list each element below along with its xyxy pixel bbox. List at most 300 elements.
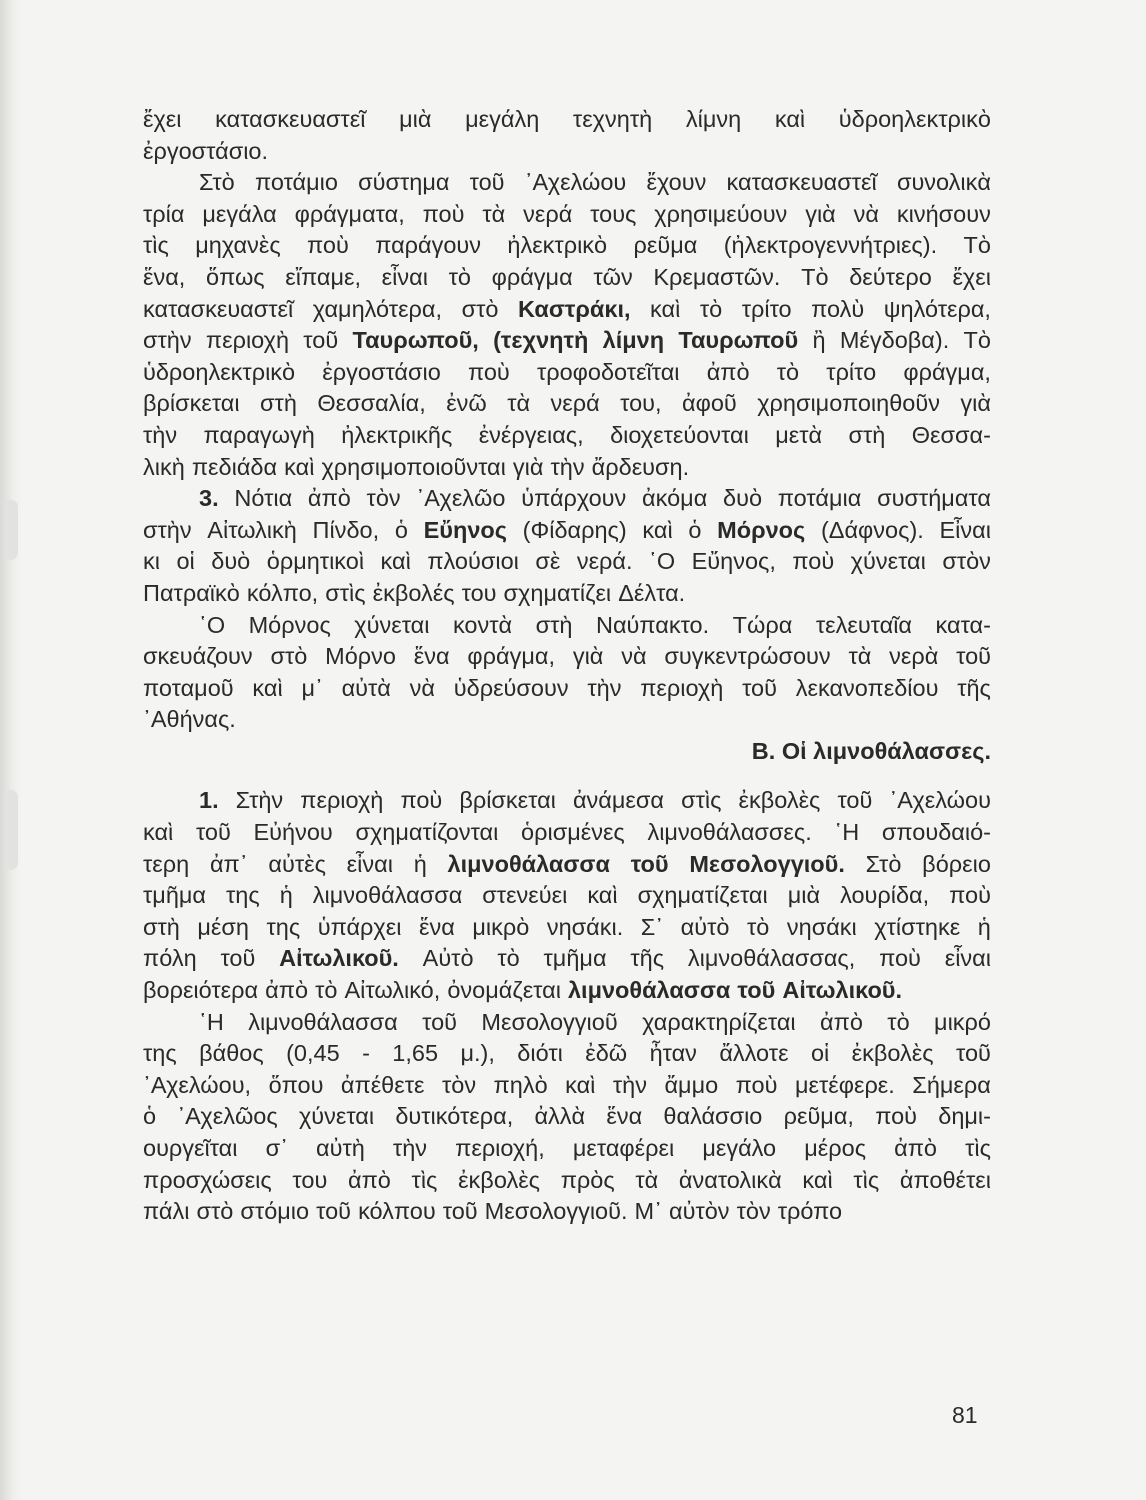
word: ἀλλὰ xyxy=(534,1103,586,1130)
word: χαμηλότερα, xyxy=(312,295,443,322)
word: σὲ xyxy=(535,548,561,575)
word: ἀπὸ xyxy=(894,1135,937,1161)
word: ἀνατολικὰ xyxy=(678,1166,782,1193)
word: εἶναι xyxy=(944,945,991,972)
word: ἀποθέτει xyxy=(899,1166,991,1193)
word: στὸ xyxy=(270,643,308,670)
word: καὶ xyxy=(642,516,673,543)
word: τρόπο xyxy=(777,1198,843,1225)
word: - xyxy=(362,1040,370,1067)
text-line xyxy=(143,357,991,389)
text-line xyxy=(143,610,991,642)
word: τὸ xyxy=(448,263,471,290)
text-line xyxy=(143,1196,991,1228)
word: διοχετεύονται xyxy=(610,421,749,448)
word: τὴν xyxy=(143,421,178,448)
word: ὑπάρχει xyxy=(317,913,402,940)
text-line xyxy=(143,230,991,262)
word: αὐτὰ xyxy=(341,674,391,701)
word: τοῦ xyxy=(195,819,231,846)
word: (τεχνητὴ xyxy=(493,327,589,354)
word: ἐκβολές xyxy=(372,579,455,606)
text-line xyxy=(143,849,991,881)
word: ποὺ xyxy=(307,232,349,259)
word: ἀπὸ xyxy=(706,358,750,385)
word: Αὐτὸ xyxy=(422,945,474,972)
word: ποτάμια xyxy=(777,485,862,512)
word: Ναύπακτο. xyxy=(595,611,710,638)
text-line xyxy=(143,1101,991,1133)
word: Εὔηνος xyxy=(423,516,507,543)
word: στὴ xyxy=(535,611,573,638)
word: Τώρα xyxy=(732,611,793,638)
word: κινήσουν xyxy=(896,200,991,227)
word: χρησιμεύουν xyxy=(654,200,788,227)
word: στὴν xyxy=(143,516,192,543)
text-line xyxy=(143,1133,991,1165)
text-line xyxy=(143,912,991,944)
word: εἶναι xyxy=(346,850,393,877)
word: ρεῦμα xyxy=(633,232,698,259)
word: τὸν xyxy=(366,485,401,512)
word: ὁ xyxy=(394,516,408,543)
word: δημι- xyxy=(938,1103,991,1130)
word: γιὰ xyxy=(512,453,544,480)
word: τελευταῖα xyxy=(815,611,913,638)
word: στὴ xyxy=(143,913,180,940)
word: αὐτὴ xyxy=(316,1135,365,1161)
word: πλούσιοι xyxy=(427,548,519,575)
word: στὴ xyxy=(260,390,297,417)
word: ἢ xyxy=(812,327,826,354)
word: τοῦ xyxy=(956,643,991,670)
word: ἐκβολὲς xyxy=(738,787,821,814)
word: Κρεμαστῶν. xyxy=(653,263,781,290)
word: οἱ xyxy=(176,548,195,575)
word: ἄμμο xyxy=(664,1071,719,1098)
word: ἐνέργειας, xyxy=(478,421,584,448)
word: ποτάμιο xyxy=(254,169,338,196)
word: γιὰ xyxy=(572,643,604,670)
word: ἡ xyxy=(977,913,991,940)
word: φράγματα, xyxy=(294,200,405,227)
word: (Φίδαρης) xyxy=(522,516,627,543)
word: μετέφερε. xyxy=(794,1071,895,1098)
word: τὰ xyxy=(635,1166,659,1193)
word: στόμιο xyxy=(240,1198,310,1225)
word: κατασκευαστεῖ xyxy=(215,106,366,132)
word: ἡ xyxy=(413,850,427,877)
word: στὶς xyxy=(325,579,366,606)
word: Δέλτα. xyxy=(618,579,686,606)
word: τὸ xyxy=(746,913,770,940)
word: τεχνητὴ xyxy=(572,106,653,132)
word: διότι xyxy=(517,1040,563,1067)
word: (Δάφνος). xyxy=(820,516,924,543)
text-line xyxy=(143,1007,991,1039)
word: λικὴ xyxy=(143,453,185,480)
word: βάθος xyxy=(199,1040,264,1067)
word: συνολικὰ xyxy=(896,169,991,196)
word: ἠλεκτρικὸ xyxy=(507,232,608,259)
word: πόλη xyxy=(143,945,197,972)
word: πρὸς xyxy=(560,1166,615,1193)
word: Θεσσαλία, xyxy=(317,390,426,417)
text-line xyxy=(143,452,991,484)
word: τὴν xyxy=(612,1071,647,1098)
word: πάλι xyxy=(143,1198,190,1225)
binding-mark xyxy=(4,500,18,560)
word: τοῦ xyxy=(837,787,873,814)
word: στὸ xyxy=(196,1198,234,1225)
word: κόλπο, xyxy=(246,579,319,606)
word: τῶν xyxy=(593,263,633,290)
word: τῆς xyxy=(630,945,665,972)
word: τὰ xyxy=(848,643,872,670)
word: γιὰ xyxy=(960,390,991,417)
word: ποὺ xyxy=(792,548,835,575)
word: τοῦ xyxy=(956,1040,991,1067)
word: 3. xyxy=(199,485,219,512)
word: χτίστηκε xyxy=(874,913,961,940)
word: τὶς xyxy=(411,1166,438,1193)
word: τὴν xyxy=(587,674,622,701)
word: ῾Ο xyxy=(199,611,226,638)
word: τοῦ xyxy=(469,169,505,196)
word: βρίσκεται xyxy=(459,787,556,814)
text-line xyxy=(143,817,991,849)
word: Μεσολογγιοῦ. xyxy=(484,1198,628,1225)
word: τοῦ xyxy=(316,1198,352,1225)
word: αὐτὲς xyxy=(268,850,326,877)
word: κατα- xyxy=(935,611,991,638)
word: τὸ xyxy=(497,945,520,972)
word: πολὺ xyxy=(811,295,865,322)
word: τὴν xyxy=(550,453,585,480)
word: στὸν xyxy=(942,548,991,575)
word: νὰ xyxy=(409,674,435,701)
word: Καστράκι, xyxy=(517,295,631,322)
word: μεγάλη xyxy=(465,106,540,132)
word: σχηματίζεται xyxy=(637,882,768,909)
word: ὅπως xyxy=(206,263,265,290)
word: μεταφέρει xyxy=(572,1135,675,1161)
word: τὰ xyxy=(507,390,531,417)
word: τὸν xyxy=(736,1198,771,1225)
word: μεγάλα xyxy=(202,200,277,227)
word: λιμνοθάλασσα xyxy=(567,977,731,1004)
word: παράγουν xyxy=(375,232,482,259)
word: περιοχὴ xyxy=(205,327,290,354)
word: Εὐήνου xyxy=(253,819,333,846)
word: ᾿Αθήνας. xyxy=(143,706,236,733)
word: τοῦ xyxy=(422,1008,458,1035)
word: βορειότερα xyxy=(143,977,259,1004)
word: ὑδρεύσουν xyxy=(453,674,569,701)
word: μιὰ xyxy=(787,882,821,909)
word: του, xyxy=(620,390,662,417)
text-line xyxy=(143,483,991,515)
word: Τὸ xyxy=(801,263,829,290)
word: ἀπ᾿ xyxy=(209,850,248,877)
text-line xyxy=(143,167,991,199)
word: νὰ xyxy=(853,200,879,227)
word: εἶναι xyxy=(381,263,428,290)
text-line xyxy=(143,1165,991,1197)
text-line xyxy=(143,578,991,610)
word: τρίτο xyxy=(826,358,877,385)
word: περιοχὴ xyxy=(300,787,384,814)
word: ἕνα, xyxy=(143,263,186,290)
word: δυὸ xyxy=(211,548,251,575)
word: ᾿Αχελῶο xyxy=(416,485,506,512)
word: θαλάσσιο xyxy=(663,1103,763,1130)
word: καὶ xyxy=(802,1166,833,1193)
word: νερὰ xyxy=(889,643,939,670)
word: τροφοδοτεῖται xyxy=(536,358,680,385)
word: ποταμοῦ xyxy=(143,674,234,701)
word: ἀπὸ xyxy=(347,1166,391,1193)
word: συστήματα xyxy=(877,485,991,512)
word: τρία xyxy=(143,200,185,227)
word: τὸν xyxy=(441,1071,477,1098)
text-line xyxy=(143,104,991,136)
word: ἕνα xyxy=(606,1103,643,1130)
word: ποὺ xyxy=(879,945,921,972)
word: χρησιμοποιοῦνται xyxy=(321,453,506,480)
word: ὁρμητικοὶ xyxy=(266,548,365,575)
word: του xyxy=(292,1166,328,1193)
word: ὑδροηλεκτρικὸ xyxy=(838,106,991,132)
text-line xyxy=(143,1070,991,1102)
word: σκευάζουν xyxy=(143,643,253,670)
word: Μόρνο xyxy=(325,643,396,670)
word: ἕνα xyxy=(413,643,450,670)
word: (ἠλεκτρογεννήτριες). xyxy=(723,232,938,259)
section-heading xyxy=(143,736,991,768)
word: κόλπου xyxy=(358,1198,436,1225)
word: ῾Η xyxy=(834,819,860,846)
word: ᾿Αχελώου, xyxy=(143,1071,252,1098)
word: προσχώσεις xyxy=(143,1166,272,1193)
word: Εἶναι xyxy=(939,516,991,543)
word: ἐκβολὲς xyxy=(851,1040,934,1067)
word: τοῦ xyxy=(442,1198,478,1225)
text-line xyxy=(143,262,991,294)
word: μ᾿ xyxy=(301,674,323,701)
word: τὰ xyxy=(482,200,506,227)
text-line xyxy=(143,546,991,578)
word: σχηματίζει xyxy=(503,579,612,606)
word: Στὴν xyxy=(235,787,284,814)
word: τους xyxy=(590,200,637,227)
word: ἀφοῦ xyxy=(682,390,737,417)
word: ουργεῖται xyxy=(143,1135,238,1161)
text-line xyxy=(143,388,991,420)
word: Μεσολογγιοῦ xyxy=(481,1008,618,1035)
word: ᾿Αχελώου xyxy=(524,169,627,196)
word: ὑδροηλεκτρικὸ xyxy=(143,358,296,385)
word: πηλὸ xyxy=(493,1071,548,1098)
word: 1. xyxy=(199,787,219,814)
word: μηχανὲς xyxy=(195,232,281,259)
word: κατασκευαστεῖ xyxy=(143,295,294,322)
word: τὸ xyxy=(315,977,338,1004)
word: λιμνοθάλασσα xyxy=(312,882,463,909)
word: φράγμα xyxy=(491,263,573,290)
word: σ᾿ xyxy=(265,1135,288,1161)
word: ἀπέθετε xyxy=(340,1071,425,1098)
word: ἦταν xyxy=(649,1040,697,1067)
word: της xyxy=(226,882,260,909)
word: ἕνα xyxy=(418,913,455,940)
word: ἀκόμα xyxy=(642,485,708,512)
text-line xyxy=(143,199,991,231)
word: Αἰτωλικό, xyxy=(344,977,441,1004)
word: μετὰ xyxy=(775,421,823,448)
word: χρησιμοποιηθοῦν xyxy=(757,390,940,417)
word: ρεῦμα, xyxy=(783,1103,854,1130)
word: Μόρνος xyxy=(248,611,331,638)
word: ἐργοστάσιο xyxy=(322,358,441,385)
word: λεκανοπεδίου xyxy=(795,674,939,701)
word: τὸ xyxy=(699,295,723,322)
word: κοντὰ xyxy=(452,611,513,638)
word: τοῦ xyxy=(742,674,777,701)
word: στὸ xyxy=(461,295,499,322)
word: παραγωγὴ xyxy=(203,421,315,448)
text-line xyxy=(143,136,991,168)
word: της xyxy=(266,913,301,940)
word: τρίτο xyxy=(741,295,792,322)
word: ποὺ xyxy=(467,358,510,385)
word: ὁ xyxy=(143,1103,157,1130)
word: Θεσσα- xyxy=(911,421,991,448)
word: ἔχουν xyxy=(646,169,707,196)
word: σπουδαιό- xyxy=(881,819,991,846)
word: καὶ xyxy=(587,882,618,909)
word: 1,65 xyxy=(392,1040,439,1067)
word: Μέγδοβα). xyxy=(839,327,950,354)
word: ποὺ xyxy=(400,787,443,814)
section-heading-text: Β. Οἱ λιμνοθάλασσες. xyxy=(751,737,991,764)
word: ὅπου xyxy=(268,1071,324,1098)
word: ἔχει xyxy=(143,106,182,132)
word: λιμνοθάλασσας, xyxy=(687,945,856,972)
word: ἐνῶ xyxy=(446,390,487,417)
word: δεύτερο xyxy=(849,263,932,290)
word: ψηλότερα, xyxy=(883,295,991,322)
word: στὶς xyxy=(681,787,722,814)
word: πεδιάδα xyxy=(191,453,278,480)
word: στὴν xyxy=(143,327,192,354)
word: λιμνοθάλασσα xyxy=(248,1008,398,1035)
word: συγκεντρώσουν xyxy=(664,643,831,670)
word: νερά. xyxy=(576,548,633,575)
word: ἐργοστάσιο. xyxy=(143,137,269,164)
word: Τὸ xyxy=(963,232,991,259)
word: τοῦ xyxy=(737,977,776,1004)
word: περιοχὴ xyxy=(640,674,724,701)
word: μικρὸ xyxy=(472,913,530,940)
word: ἐκβολὲς xyxy=(458,1166,540,1193)
word: τὸ xyxy=(887,1008,910,1035)
word: μ.), xyxy=(460,1040,495,1067)
word: μικρό xyxy=(934,1008,991,1035)
word: λίμνη xyxy=(602,327,665,354)
word: Αἰτωλικοῦ. xyxy=(782,977,903,1004)
text-line xyxy=(143,673,991,705)
word: νησάκι xyxy=(786,913,857,940)
word: Ταυρωποῦ, xyxy=(352,327,479,354)
word: ὁρισμένες xyxy=(521,819,625,846)
word: ὀνομάζεται xyxy=(447,977,561,1004)
word: ἀπὸ xyxy=(307,485,351,512)
word: δυτικότερα, xyxy=(395,1103,514,1130)
word: στενεύει xyxy=(482,882,568,909)
word: ἀπὸ xyxy=(265,977,309,1004)
word: δυὸ xyxy=(723,485,763,512)
word: Μόρνος xyxy=(717,516,806,543)
word: χύνεται xyxy=(298,1103,375,1130)
text-line xyxy=(143,704,991,736)
word: ἄρδευση. xyxy=(591,453,690,480)
word: Ταυρωποῦ xyxy=(678,327,799,354)
word: κατασκευαστεῖ xyxy=(726,169,877,196)
word: χύνεται xyxy=(354,611,430,638)
word: Σήμερα xyxy=(912,1071,991,1098)
text-line xyxy=(143,641,991,673)
word: βόρειο xyxy=(922,850,991,877)
word: μεγάλο xyxy=(702,1135,777,1161)
word: οἱ xyxy=(810,1040,830,1067)
word: αὐτὸν xyxy=(669,1198,730,1225)
word: λιμνοθάλασσα xyxy=(447,850,610,877)
word: Εὔηνος, xyxy=(691,548,776,575)
word: σχηματίζονται xyxy=(355,819,499,846)
word: λιμνοθάλασσες. xyxy=(647,819,812,846)
word: τμῆμα xyxy=(143,882,207,909)
word: ὁ xyxy=(688,516,702,543)
word: τὸ xyxy=(776,358,800,385)
spacer xyxy=(143,767,991,785)
word: ἔχει xyxy=(952,263,991,290)
word: καὶ xyxy=(252,674,283,701)
word: λουρίδα, xyxy=(840,882,930,909)
word: ῾Ο xyxy=(649,548,676,575)
text-line xyxy=(143,1038,991,1070)
word: Στὸ xyxy=(199,169,235,196)
word: νησάκι. xyxy=(546,913,624,940)
text-line xyxy=(143,294,991,326)
word: φράγμα, xyxy=(903,358,991,385)
word: νερά xyxy=(550,390,600,417)
word: τοῦ xyxy=(220,945,256,972)
word: λίμνη xyxy=(685,106,742,132)
text-line xyxy=(143,880,991,912)
page-binding-edge xyxy=(0,0,22,1500)
word: τοῦ xyxy=(630,850,669,877)
word: καὶ xyxy=(774,106,806,132)
word: μέρος xyxy=(804,1135,867,1161)
page-text xyxy=(143,104,991,1228)
word: φράγμα, xyxy=(467,643,556,670)
text-line xyxy=(143,325,991,357)
text-block-2 xyxy=(143,785,991,1227)
word: ᾿Αχελώου xyxy=(889,787,991,814)
word: τῆς xyxy=(957,674,991,701)
word: γιὰ xyxy=(805,200,836,227)
